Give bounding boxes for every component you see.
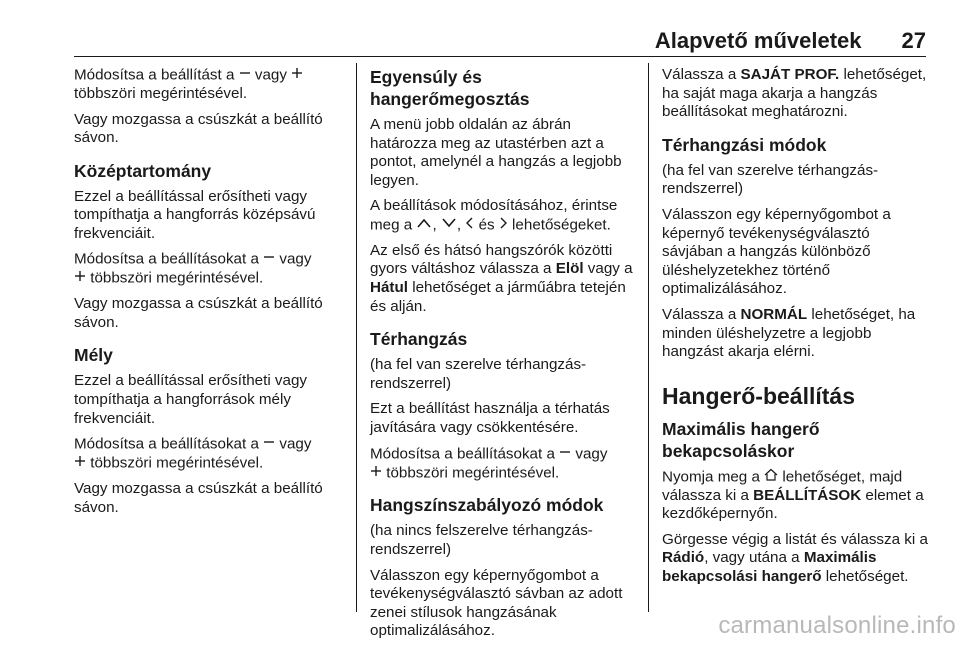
paragraph: Görgesse végig a listát és válassza ki a Rádió, vagy utána a Maximális bekapcsolási hangerő lehetőséget.: [662, 530, 928, 585]
section-heading: Hangszínszabályozó módok: [370, 495, 604, 516]
paragraph: (ha fel van szerelve térhangzás-rendszerrel): [662, 161, 879, 198]
paragraph: Nyomja meg a lehetőséget, majd válassza ki a BEÁLLÍTÁSOK elemet a kezdőképernyőn.: [662, 468, 924, 523]
minus-icon: [559, 445, 571, 464]
paragraph: Ezt a beállítást használja a térhatás javítására vagy csökkentésére.: [370, 400, 610, 437]
paragraph: Módosítsa a beállításokat a vagy többszöri megérintésével.: [370, 444, 608, 481]
paragraph: A menü jobb oldalán az ábrán határozza meg az utastérben azt a pontot, amelynél a hangzás a legjobb legyen.: [370, 116, 622, 189]
page-number: 27: [901, 28, 926, 53]
paragraph: Vagy mozgassa a csúszkát a beállító sávon.: [74, 295, 323, 331]
paragraph: A beállítások módosításához, érintse meg a , , és lehetőségeket.: [370, 197, 618, 234]
paragraph: Válasszon egy képernyőgombot a képernyő tevékenységválasztó sávjában a hangzás különböző üléshelyzetekhez történő optimalizálásához.: [662, 205, 891, 298]
page-header: [74, 28, 926, 57]
paragraph: (ha fel van szerelve térhangzás-rendszerrel): [370, 356, 587, 392]
paragraph: Módosítsa a beállításokat a vagy többszöri megérintésével.: [74, 435, 312, 472]
minus-icon: [263, 250, 275, 269]
plus-icon: [74, 269, 86, 288]
chevron-down-icon: [441, 216, 457, 235]
minus-icon: [263, 435, 275, 454]
paragraph: Módosítsa a beállításokat a vagy többszöri megérintésével.: [74, 250, 312, 287]
paragraph: Válassza a SAJÁT PROF. lehetőséget, ha saját maga akarja a hangzás beállításokat meghatározni.: [662, 66, 927, 121]
plus-icon: [291, 66, 303, 85]
chevron-right-icon: [499, 216, 508, 235]
paragraph: Válasszon egy képernyőgombot a tevékenységválasztó sávban az adott zenei stílusok hangzásának optimalizálásához.: [370, 566, 623, 640]
plus-icon: [74, 454, 86, 473]
minus-icon: [239, 66, 251, 85]
section-heading: Maximális hangerő bekapcsoláskor: [662, 418, 820, 461]
section-heading: Térhangzás: [370, 329, 468, 350]
chevron-up-icon: [416, 216, 432, 235]
paragraph: Vagy mozgassa a csúszkát a beállító sávon.: [74, 480, 323, 516]
home-icon: [764, 468, 778, 487]
page-title: Alapvető műveletek: [654, 28, 862, 53]
section-heading: Egyensúly és hangerőmegosztás: [370, 67, 530, 109]
column-2: [370, 66, 638, 648]
paragraph: Ezzel a beállítással erősítheti vagy tompíthatja a hangforrások mély frekvenciáit.: [74, 372, 307, 427]
column-divider: [648, 63, 649, 612]
chevron-left-icon: [465, 216, 474, 235]
paragraph: Vagy mozgassa a csúszkát a beállító sávon.: [74, 110, 323, 147]
column-divider: [356, 63, 357, 612]
section-heading: Mély: [74, 345, 113, 366]
paragraph: Válassza a NORMÁL lehetőséget, ha minden üléshelyzetre a legjobb hangzást akarja elérni.: [662, 305, 916, 361]
watermark: carmanualsonline.info: [718, 612, 956, 639]
paragraph: Ezzel a beállítással erősítheti vagy tompíthatja a hangforrás középsávú frekvenciáit.: [74, 187, 316, 242]
plus-icon: [370, 464, 382, 483]
section-heading: Térhangzási módok: [662, 134, 827, 155]
paragraph: (ha nincs felszerelve térhangzás-rendszerrel): [370, 522, 593, 559]
section-heading: Középtartomány: [74, 160, 212, 181]
paragraph: Módosítsa a beállítást a vagy többszöri megérintésével.: [74, 66, 346, 104]
column-1: [74, 66, 346, 524]
paragraph: Az első és hátsó hangszórók közötti gyors váltáshoz válassza a Elöl vagy a Hátul lehetőséget a járműábra tetején és alján.: [370, 241, 633, 315]
column-3: [662, 66, 930, 594]
chapter-heading: Hangerő-beállítás: [662, 382, 855, 409]
